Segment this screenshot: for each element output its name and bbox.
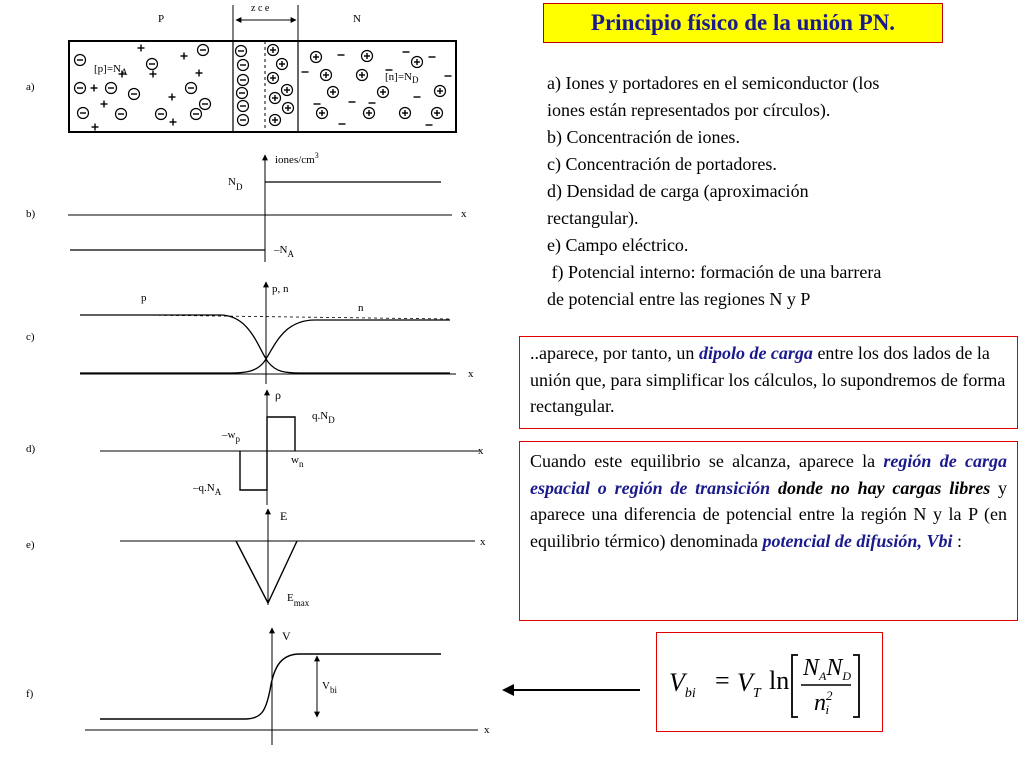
x-axis-d: x bbox=[478, 445, 484, 457]
panel-e bbox=[26, 509, 486, 608]
description-line: e) Campo eléctrico. bbox=[547, 235, 689, 255]
label-f: f) bbox=[26, 688, 34, 700]
slide-title-text: Principio físico de la unión PN. bbox=[590, 10, 896, 35]
n-concentration-label: $[n]=N_D$ bbox=[385, 71, 419, 85]
x-axis-e: x bbox=[480, 536, 486, 548]
dipole-note-text: ..aparece, por tanto, un bbox=[530, 343, 699, 363]
qna-label: $-q.N_A$ bbox=[193, 482, 222, 497]
n-carrier-curve bbox=[80, 320, 450, 373]
x-axis-f: x bbox=[484, 724, 490, 736]
diffusion-potential-emphasis: potencial de difusión, Vbi bbox=[762, 530, 953, 551]
svg-text:=: = bbox=[715, 666, 730, 695]
x-axis-b: x bbox=[461, 208, 467, 220]
p-concentration-label: $[p]=N_A$ bbox=[94, 63, 128, 77]
dipole-note-text-end: entre los dos lados de la unión que, para simplificar los cálculos, lo supondremos de forma rectangular. bbox=[530, 343, 1006, 416]
zce-label: z c e bbox=[251, 3, 270, 14]
n-curve-label: n bbox=[358, 302, 364, 314]
ions-and-carriers bbox=[75, 45, 452, 131]
figure-description bbox=[547, 70, 992, 313]
vbi-formula-box bbox=[656, 632, 883, 732]
description-line: rectangular). bbox=[547, 208, 639, 228]
description-line: b) Concentración de iones. bbox=[547, 127, 740, 147]
svg-text:ln: ln bbox=[769, 666, 790, 695]
potential-curve bbox=[100, 654, 441, 719]
svg-text:VT: $V_T$ bbox=[737, 668, 761, 701]
label-c: c) bbox=[26, 331, 35, 343]
p-carrier-curve bbox=[80, 315, 450, 373]
region-n-label: N bbox=[353, 13, 361, 25]
v-axis-label: V bbox=[282, 629, 291, 643]
e-axis-label: E bbox=[280, 509, 288, 523]
panel-c bbox=[26, 282, 474, 384]
vbi-formula bbox=[657, 633, 884, 733]
equilibrium-text-mid: y aparece una diferencia de potencial entre la región N y la P (en equilibrio térmico) denominada bbox=[530, 477, 1007, 551]
p-curve-label: p bbox=[141, 292, 147, 304]
pointer-arrow bbox=[500, 680, 650, 700]
dipole-note-box bbox=[519, 336, 1018, 429]
pn-axis-label: p, n bbox=[272, 283, 289, 295]
charge-density-profile bbox=[240, 417, 295, 490]
wn-label: $w_n$ bbox=[291, 454, 304, 469]
space-charge-region-emphasis: región de carga espacial o región de transición bbox=[530, 451, 1007, 498]
equilibrium-text: Cuando este equilibrio se alcanza, aparece la bbox=[530, 451, 884, 471]
equilibrium-text-end: : bbox=[952, 530, 962, 551]
slide-title bbox=[543, 3, 943, 43]
x-axis-c: x bbox=[468, 368, 474, 380]
ions-axis-label: iones/$cm^3$ bbox=[275, 151, 319, 166]
wp-label: $-w_p$ bbox=[222, 429, 240, 444]
region-p-label: P bbox=[158, 13, 165, 25]
label-e: e) bbox=[26, 539, 35, 551]
pn-junction-diagram bbox=[0, 0, 510, 768]
description-line: f) Potencial interno: formación de una barrera bbox=[547, 262, 882, 282]
label-d: d) bbox=[26, 443, 36, 455]
rho-label: ρ bbox=[275, 388, 281, 402]
description-line: c) Concentración de portadores. bbox=[547, 154, 777, 174]
na-label: $-N_A$ bbox=[274, 244, 294, 259]
emax-label: $E_{max}$ bbox=[287, 592, 310, 608]
description-line: a) Iones y portadores en el semiconductor (los bbox=[547, 73, 880, 93]
semiconductor-block bbox=[69, 41, 456, 132]
description-line: d) Densidad de carga (aproximación bbox=[547, 181, 809, 201]
label-a: a) bbox=[26, 81, 35, 93]
qnd-label: $q.N_D$ bbox=[312, 410, 335, 425]
panel-a bbox=[26, 3, 456, 132]
no-free-charges-emphasis: donde no hay cargas libres bbox=[778, 477, 991, 498]
panel-f bbox=[26, 628, 490, 745]
svg-text:NAND: $N_AN_D$ bbox=[803, 655, 852, 683]
svg-text:n2i: $n^2$ i bbox=[814, 688, 833, 717]
vbi-label: $V_{bi}$ bbox=[322, 680, 337, 695]
description-line: iones están representados por círculos). bbox=[547, 100, 831, 120]
label-b: b) bbox=[26, 208, 36, 220]
panel-d bbox=[26, 388, 484, 505]
panel-b bbox=[26, 151, 467, 262]
dipole-emphasis: dipolo de carga bbox=[698, 343, 813, 363]
description-line: de potencial entre las regiones N y P bbox=[547, 289, 811, 309]
equilibrium-note-box bbox=[519, 441, 1018, 621]
nd-label: $N_D$ bbox=[228, 176, 243, 192]
svg-text:Vbi: $V_{bi}$ bbox=[669, 668, 696, 701]
